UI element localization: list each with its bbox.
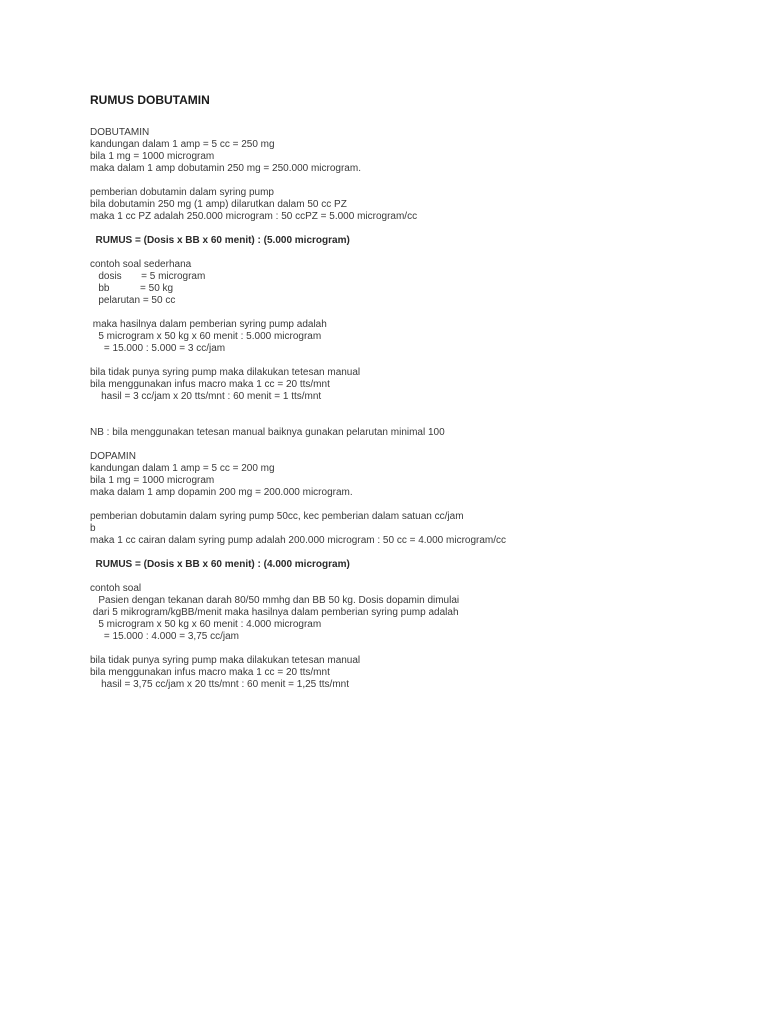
text-line: maka dalam 1 amp dobutamin 250 mg = 250.000 microgram.	[90, 163, 361, 174]
text-line: bila menggunakan infus macro maka 1 cc = 20 tts/mnt	[90, 667, 330, 678]
spacer	[90, 571, 730, 583]
dopamin-formula: RUMUS = (Dosis x BB x 60 menit) : (4.000 microgram)	[90, 559, 350, 570]
text-line: kandungan dalam 1 amp = 5 cc = 250 mg	[90, 139, 275, 150]
text-line: kandungan dalam 1 amp = 5 cc = 200 mg	[90, 463, 275, 474]
text-line: contoh soal	[90, 583, 142, 594]
text-line: bila tidak punya syring pump maka dilakukan tetesan manual	[90, 367, 361, 378]
spacer	[90, 307, 730, 319]
text-line: bila menggunakan infus macro maka 1 cc = 20 tts/mnt	[90, 379, 330, 390]
text-line: bila 1 mg = 1000 microgram	[90, 151, 215, 162]
document-content	[90, 92, 730, 691]
text-line: pemberian dobutamin dalam syring pump	[90, 187, 274, 198]
text-line: dosis = 5 microgram	[90, 271, 206, 282]
text-line: bila tidak punya syring pump maka dilakukan tetesan manual	[90, 655, 361, 666]
dobutamin-formula: RUMUS = (Dosis x BB x 60 menit) : (5.000 microgram)	[90, 235, 350, 246]
text-line: bb = 50 kg	[90, 283, 174, 294]
text-line: maka 1 cc PZ adalah 250.000 microgram : 50 ccPZ = 5.000 microgram/cc	[90, 211, 418, 222]
spacer	[90, 499, 730, 511]
text-line: pemberian dobutamin dalam syring pump 50cc, kec pemberian dalam satuan cc/jam	[90, 511, 464, 522]
text-line: bila dobutamin 250 mg (1 amp) dilarutkan dalam 50 cc PZ	[90, 199, 347, 210]
text-line: maka 1 cc cairan dalam syring pump adalah 200.000 microgram : 50 cc = 4.000 microgram/cc	[90, 535, 507, 546]
dopamin-heading: DOPAMIN	[90, 451, 136, 462]
page-title: RUMUS DOBUTAMIN	[90, 93, 210, 107]
spacer	[90, 355, 730, 367]
text-line: hasil = 3 cc/jam x 20 tts/mnt : 60 menit = 1 tts/mnt	[90, 391, 322, 402]
spacer	[90, 223, 730, 235]
dobutamin-heading: DOBUTAMIN	[90, 127, 150, 138]
text-line: 5 microgram x 50 kg x 60 menit : 5.000 microgram	[90, 331, 322, 342]
nb-note: NB : bila menggunakan tetesan manual baiknya gunakan pelarutan minimal 100	[90, 427, 445, 438]
dopamin-section	[90, 451, 730, 691]
text-line: pelarutan = 50 cc	[90, 295, 176, 306]
text-line: bila 1 mg = 1000 microgram	[90, 475, 215, 486]
spacer	[90, 643, 730, 655]
spacer	[90, 403, 730, 415]
text-line: Pasien dengan tekanan darah 80/50 mmhg dan BB 50 kg. Dosis dopamin dimulai	[90, 595, 460, 606]
spacer	[90, 247, 730, 259]
text-line: = 15.000 : 4.000 = 3,75 cc/jam	[90, 631, 239, 642]
text-line: maka dalam 1 amp dopamin 200 mg = 200.000 microgram.	[90, 487, 353, 498]
text-line: contoh soal sederhana	[90, 259, 192, 270]
dobutamin-section	[90, 127, 730, 439]
text-line: dari 5 mikrogram/kgBB/menit maka hasilnya dalam pemberian syring pump adalah	[90, 607, 459, 618]
spacer	[90, 415, 730, 427]
text-line: maka hasilnya dalam pemberian syring pump adalah	[90, 319, 327, 330]
spacer	[90, 547, 730, 559]
text-line: hasil = 3,75 cc/jam x 20 tts/mnt : 60 menit = 1,25 tts/mnt	[90, 679, 350, 690]
text-line: = 15.000 : 5.000 = 3 cc/jam	[90, 343, 226, 354]
text-line: 5 microgram x 50 kg x 60 menit : 4.000 microgram	[90, 619, 322, 630]
spacer	[90, 439, 730, 451]
text-line: b	[90, 523, 96, 534]
spacer	[90, 175, 730, 187]
